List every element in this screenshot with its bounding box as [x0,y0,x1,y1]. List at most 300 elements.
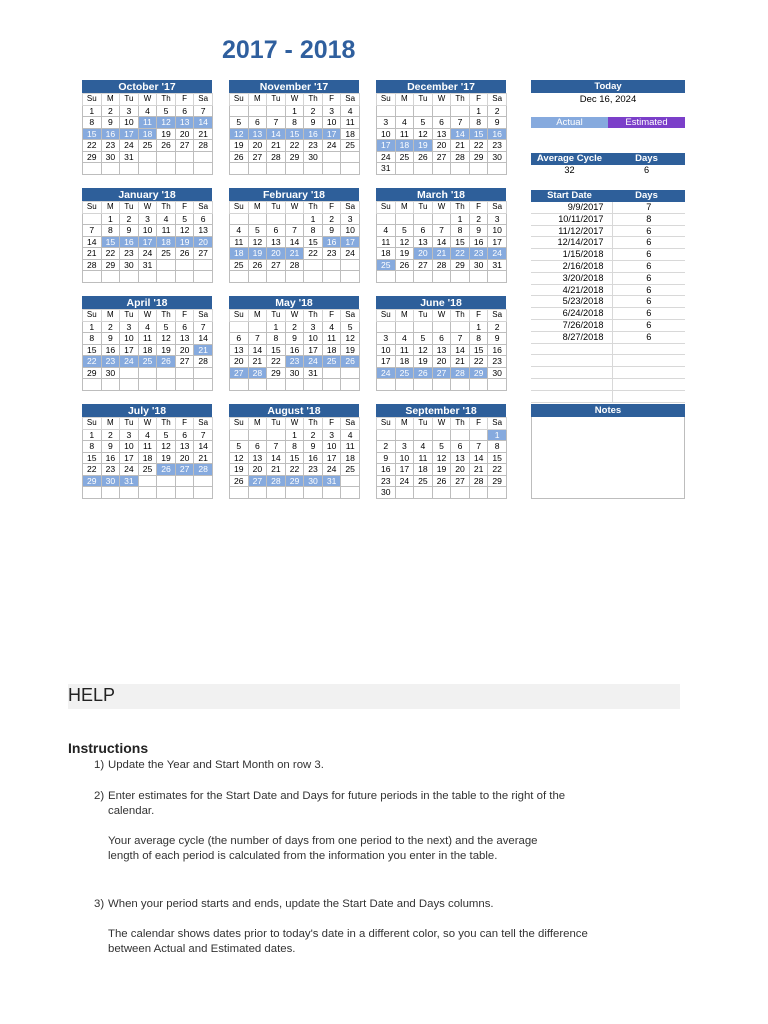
day-cell: 13 [432,344,451,356]
period-start-date[interactable]: 8/27/2018 [531,332,613,343]
day-cell [101,163,120,175]
day-cell: 9 [101,333,120,345]
day-cell: 22 [267,356,286,368]
day-cell: 27 [432,151,451,163]
day-name: F [469,418,488,430]
day-cell: 11 [377,236,396,248]
day-cell: 2 [469,213,488,225]
day-cell: 4 [341,429,360,441]
help-paragraph [108,834,563,863]
day-cell: 1 [469,105,488,117]
day-cell: 12 [341,333,360,345]
day-cell [230,321,249,333]
day-cell: 28 [451,367,470,379]
day-name: W [138,418,157,430]
period-row [531,285,685,297]
day-cell [377,429,396,441]
period-row [531,355,685,367]
day-cell: 18 [138,128,157,140]
day-cell: 30 [304,151,323,163]
day-cell: 27 [175,356,194,368]
day-cell: 11 [395,344,414,356]
day-cell [377,271,396,283]
day-cell [304,259,323,271]
day-cell: 2 [304,105,323,117]
day-cell: 8 [285,117,304,129]
help-paragraph [108,927,588,956]
day-cell [157,271,176,283]
day-cell: 30 [101,367,120,379]
day-cell [341,475,360,487]
period-start-date[interactable]: 10/11/2017 [531,214,613,225]
day-name: M [395,202,414,214]
day-cell: 2 [285,321,304,333]
day-cell: 30 [488,151,507,163]
day-cell: 2 [101,321,120,333]
day-cell: 7 [194,105,213,117]
day-cell: 29 [451,259,470,271]
day-cell [175,367,194,379]
day-cell: 23 [101,140,120,152]
day-cell: 5 [175,213,194,225]
day-cell: 7 [248,333,267,345]
period-days[interactable] [613,355,686,366]
period-row [531,202,685,214]
day-cell: 28 [267,475,286,487]
period-start-date[interactable] [531,355,613,366]
month-title: March '18 [376,188,506,201]
day-cell: 30 [120,259,139,271]
day-name: Th [157,310,176,322]
day-cell [194,379,213,391]
day-cell [341,367,360,379]
day-cell [414,379,433,391]
day-cell: 26 [341,356,360,368]
month-title: April '18 [82,296,212,309]
day-cell: 30 [377,487,396,499]
day-name: W [285,310,304,322]
day-cell: 6 [175,105,194,117]
period-row [531,320,685,332]
period-start-date[interactable]: 5/23/2018 [531,296,613,307]
legend-estimated: Estimated [608,117,685,128]
day-cell [248,487,267,499]
period-days[interactable]: 7 [646,202,652,212]
day-cell: 20 [230,356,249,368]
day-cell [194,475,213,487]
period-days[interactable] [613,379,686,390]
day-name: Tu [120,202,139,214]
day-name: F [175,418,194,430]
notes-box[interactable] [531,417,685,499]
days-header: Days [635,190,658,201]
day-cell: 25 [395,151,414,163]
day-cell [248,271,267,283]
day-cell: 12 [414,344,433,356]
day-cell: 26 [175,248,194,260]
period-days[interactable]: 6 [646,260,652,271]
day-cell [194,163,213,175]
day-cell [304,163,323,175]
day-cell [267,379,286,391]
day-cell: 11 [138,117,157,129]
day-cell: 15 [285,452,304,464]
day-cell: 26 [395,259,414,271]
day-cell: 17 [120,128,139,140]
day-cell: 21 [194,344,213,356]
day-cell: 11 [138,441,157,453]
day-name: Th [304,310,323,322]
day-cell: 26 [230,475,249,487]
period-days[interactable] [613,367,686,378]
period-start-date[interactable] [531,344,613,355]
day-name: Sa [341,418,360,430]
period-days[interactable]: 6 [646,296,652,307]
month-calendar [376,296,506,391]
day-cell: 7 [285,225,304,237]
day-name: M [248,94,267,106]
day-cell: 27 [414,259,433,271]
day-name: Tu [120,310,139,322]
period-start-date[interactable]: 6/24/2018 [531,308,613,319]
day-name: Tu [267,202,286,214]
day-cell: 18 [322,344,341,356]
day-cell: 5 [414,333,433,345]
day-cell: 15 [267,344,286,356]
day-cell: 8 [83,441,102,453]
day-cell: 3 [488,213,507,225]
day-cell: 25 [395,367,414,379]
day-cell [267,163,286,175]
day-cell: 7 [451,117,470,129]
period-days[interactable] [613,391,686,402]
day-cell [432,163,451,175]
day-cell [83,163,102,175]
day-cell: 22 [101,248,120,260]
day-cell: 23 [322,248,341,260]
day-cell: 4 [414,441,433,453]
day-cell [267,213,286,225]
day-cell: 12 [230,128,249,140]
day-cell: 19 [414,356,433,368]
day-cell: 1 [304,213,323,225]
day-cell: 21 [267,464,286,476]
day-cell: 24 [120,356,139,368]
period-start-date[interactable] [531,367,613,378]
day-cell [451,429,470,441]
day-name: F [175,94,194,106]
period-start-date[interactable]: 4/21/2018 [531,285,613,296]
day-cell: 3 [322,105,341,117]
day-cell: 18 [230,248,249,260]
day-cell [230,105,249,117]
day-cell [432,321,451,333]
day-cell: 14 [469,452,488,464]
day-cell: 16 [101,452,120,464]
day-cell [267,429,286,441]
day-cell: 19 [432,464,451,476]
day-cell: 10 [395,452,414,464]
period-start-date[interactable]: 12/14/2017 [531,237,613,248]
day-cell: 24 [322,140,341,152]
day-cell: 12 [230,452,249,464]
period-row [531,296,685,308]
day-cell: 17 [488,236,507,248]
day-cell: 29 [285,475,304,487]
day-cell: 6 [230,333,249,345]
day-cell: 7 [194,321,213,333]
day-cell: 25 [414,475,433,487]
day-name: Sa [194,418,213,430]
day-cell: 14 [83,236,102,248]
day-cell: 23 [304,464,323,476]
period-row [531,249,685,261]
day-cell: 24 [120,140,139,152]
day-cell: 16 [322,236,341,248]
day-cell: 12 [395,236,414,248]
day-name: Sa [194,94,213,106]
day-name: M [248,310,267,322]
day-cell: 30 [488,367,507,379]
day-cell: 31 [377,163,396,175]
day-cell: 7 [194,429,213,441]
day-cell: 22 [469,140,488,152]
day-cell: 23 [488,356,507,368]
day-cell: 17 [120,452,139,464]
day-cell: 30 [101,151,120,163]
day-cell: 27 [432,367,451,379]
day-name: Th [157,202,176,214]
day-cell: 22 [304,248,323,260]
day-cell: 25 [377,259,396,271]
day-cell: 24 [488,248,507,260]
day-name: Tu [267,418,286,430]
day-cell [175,259,194,271]
day-cell: 15 [451,236,470,248]
day-cell: 23 [101,464,120,476]
day-cell: 25 [341,140,360,152]
period-days[interactable]: 6 [646,225,652,236]
day-cell: 20 [175,452,194,464]
day-cell [175,379,194,391]
day-cell: 3 [395,441,414,453]
day-cell [432,429,451,441]
day-cell: 9 [322,225,341,237]
day-cell: 2 [322,213,341,225]
day-cell: 3 [138,213,157,225]
period-days[interactable] [613,344,686,355]
day-cell: 11 [341,441,360,453]
day-cell: 3 [377,333,396,345]
day-cell: 29 [83,367,102,379]
legend [531,117,685,128]
day-cell: 17 [377,356,396,368]
page-title: 2017 - 2018 [222,36,356,64]
day-cell [469,271,488,283]
day-cell: 27 [248,151,267,163]
day-cell: 10 [304,333,323,345]
day-name: M [395,418,414,430]
day-name: Su [377,94,396,106]
day-cell: 14 [285,236,304,248]
day-cell: 1 [101,213,120,225]
period-days[interactable]: 6 [646,308,652,319]
day-cell: 4 [395,333,414,345]
day-name: Sa [341,94,360,106]
day-cell: 21 [469,464,488,476]
period-days[interactable]: 6 [646,249,652,260]
day-cell: 19 [175,236,194,248]
day-cell [285,487,304,499]
day-cell: 16 [285,344,304,356]
day-name: W [138,94,157,106]
day-name: F [322,418,341,430]
period-start-date[interactable]: 3/20/2018 [531,273,613,284]
day-cell: 24 [377,151,396,163]
period-start-date[interactable] [531,391,613,402]
day-cell [469,487,488,499]
day-cell: 13 [230,344,249,356]
day-cell: 10 [322,117,341,129]
period-start-date[interactable]: 2/16/2018 [531,261,613,272]
day-name: Sa [488,94,507,106]
day-name: M [101,418,120,430]
day-name: M [248,418,267,430]
day-name: Su [83,202,102,214]
month-title: October '17 [82,80,212,93]
period-days[interactable]: 6 [646,272,652,283]
day-cell: 2 [488,105,507,117]
period-row [531,261,685,273]
day-cell [488,487,507,499]
day-cell: 10 [341,225,360,237]
period-start-date[interactable]: 1/15/2018 [531,249,613,260]
day-cell [175,163,194,175]
legend-actual: Actual [531,117,608,128]
day-cell: 16 [120,236,139,248]
day-name: Tu [414,202,433,214]
day-cell [395,321,414,333]
day-name: W [138,310,157,322]
period-days[interactable]: 6 [646,284,652,295]
day-cell: 21 [83,248,102,260]
period-start-date[interactable]: 9/9/2017 [531,202,613,213]
day-cell [83,213,102,225]
day-cell: 8 [83,117,102,129]
month-title: September '18 [376,404,506,417]
day-name: Tu [414,94,433,106]
day-cell: 22 [285,140,304,152]
month-calendar [229,188,359,283]
day-cell [267,105,286,117]
day-name: Su [230,310,249,322]
day-cell: 30 [101,475,120,487]
day-cell: 19 [248,248,267,260]
period-days[interactable]: 8 [646,213,652,224]
day-cell: 11 [395,128,414,140]
day-cell [267,487,286,499]
day-cell: 16 [377,464,396,476]
day-cell: 9 [304,441,323,453]
help-bar [68,684,680,709]
day-name: Sa [341,202,360,214]
average-panel [531,153,685,177]
day-cell: 14 [432,236,451,248]
day-name: M [101,94,120,106]
day-cell: 26 [157,140,176,152]
day-cell: 15 [83,128,102,140]
day-cell [248,163,267,175]
day-cell: 16 [488,344,507,356]
day-cell: 30 [469,259,488,271]
day-cell: 9 [101,441,120,453]
period-start-date[interactable] [531,379,613,390]
period-days[interactable]: 6 [646,331,652,342]
help-step [94,789,583,818]
day-cell: 24 [304,356,323,368]
day-name: W [285,94,304,106]
period-row [531,332,685,344]
day-cell: 28 [451,151,470,163]
day-cell: 14 [194,333,213,345]
day-name: Th [304,418,323,430]
day-cell: 21 [451,140,470,152]
day-cell: 18 [341,128,360,140]
day-cell: 4 [138,429,157,441]
day-cell: 23 [101,356,120,368]
day-cell: 9 [469,225,488,237]
day-cell: 14 [267,452,286,464]
day-cell: 24 [341,248,360,260]
day-cell: 13 [175,333,194,345]
day-cell [432,213,451,225]
day-cell [230,429,249,441]
day-cell: 3 [341,213,360,225]
day-cell [451,487,470,499]
day-cell: 13 [248,128,267,140]
day-cell: 19 [157,344,176,356]
day-cell: 7 [432,225,451,237]
day-cell: 10 [120,117,139,129]
day-cell: 13 [267,236,286,248]
period-start-date[interactable]: 11/12/2017 [531,226,613,237]
day-name: Su [83,310,102,322]
day-cell: 3 [322,429,341,441]
day-cell: 2 [101,105,120,117]
day-name: F [469,310,488,322]
day-cell: 14 [194,117,213,129]
day-cell [248,379,267,391]
day-cell: 17 [304,344,323,356]
period-start-date[interactable]: 7/26/2018 [531,320,613,331]
step-number: 1) [94,759,105,771]
period-days[interactable]: 6 [646,319,652,330]
day-cell: 20 [267,248,286,260]
day-cell: 20 [175,128,194,140]
day-cell: 5 [414,117,433,129]
day-cell: 29 [83,151,102,163]
day-name: Su [230,202,249,214]
day-cell: 31 [488,259,507,271]
day-cell: 13 [175,441,194,453]
period-days[interactable]: 6 [646,237,652,248]
day-cell [230,213,249,225]
day-cell [469,379,488,391]
day-cell: 30 [285,367,304,379]
day-cell: 19 [230,464,249,476]
day-cell: 19 [341,344,360,356]
day-cell [395,429,414,441]
